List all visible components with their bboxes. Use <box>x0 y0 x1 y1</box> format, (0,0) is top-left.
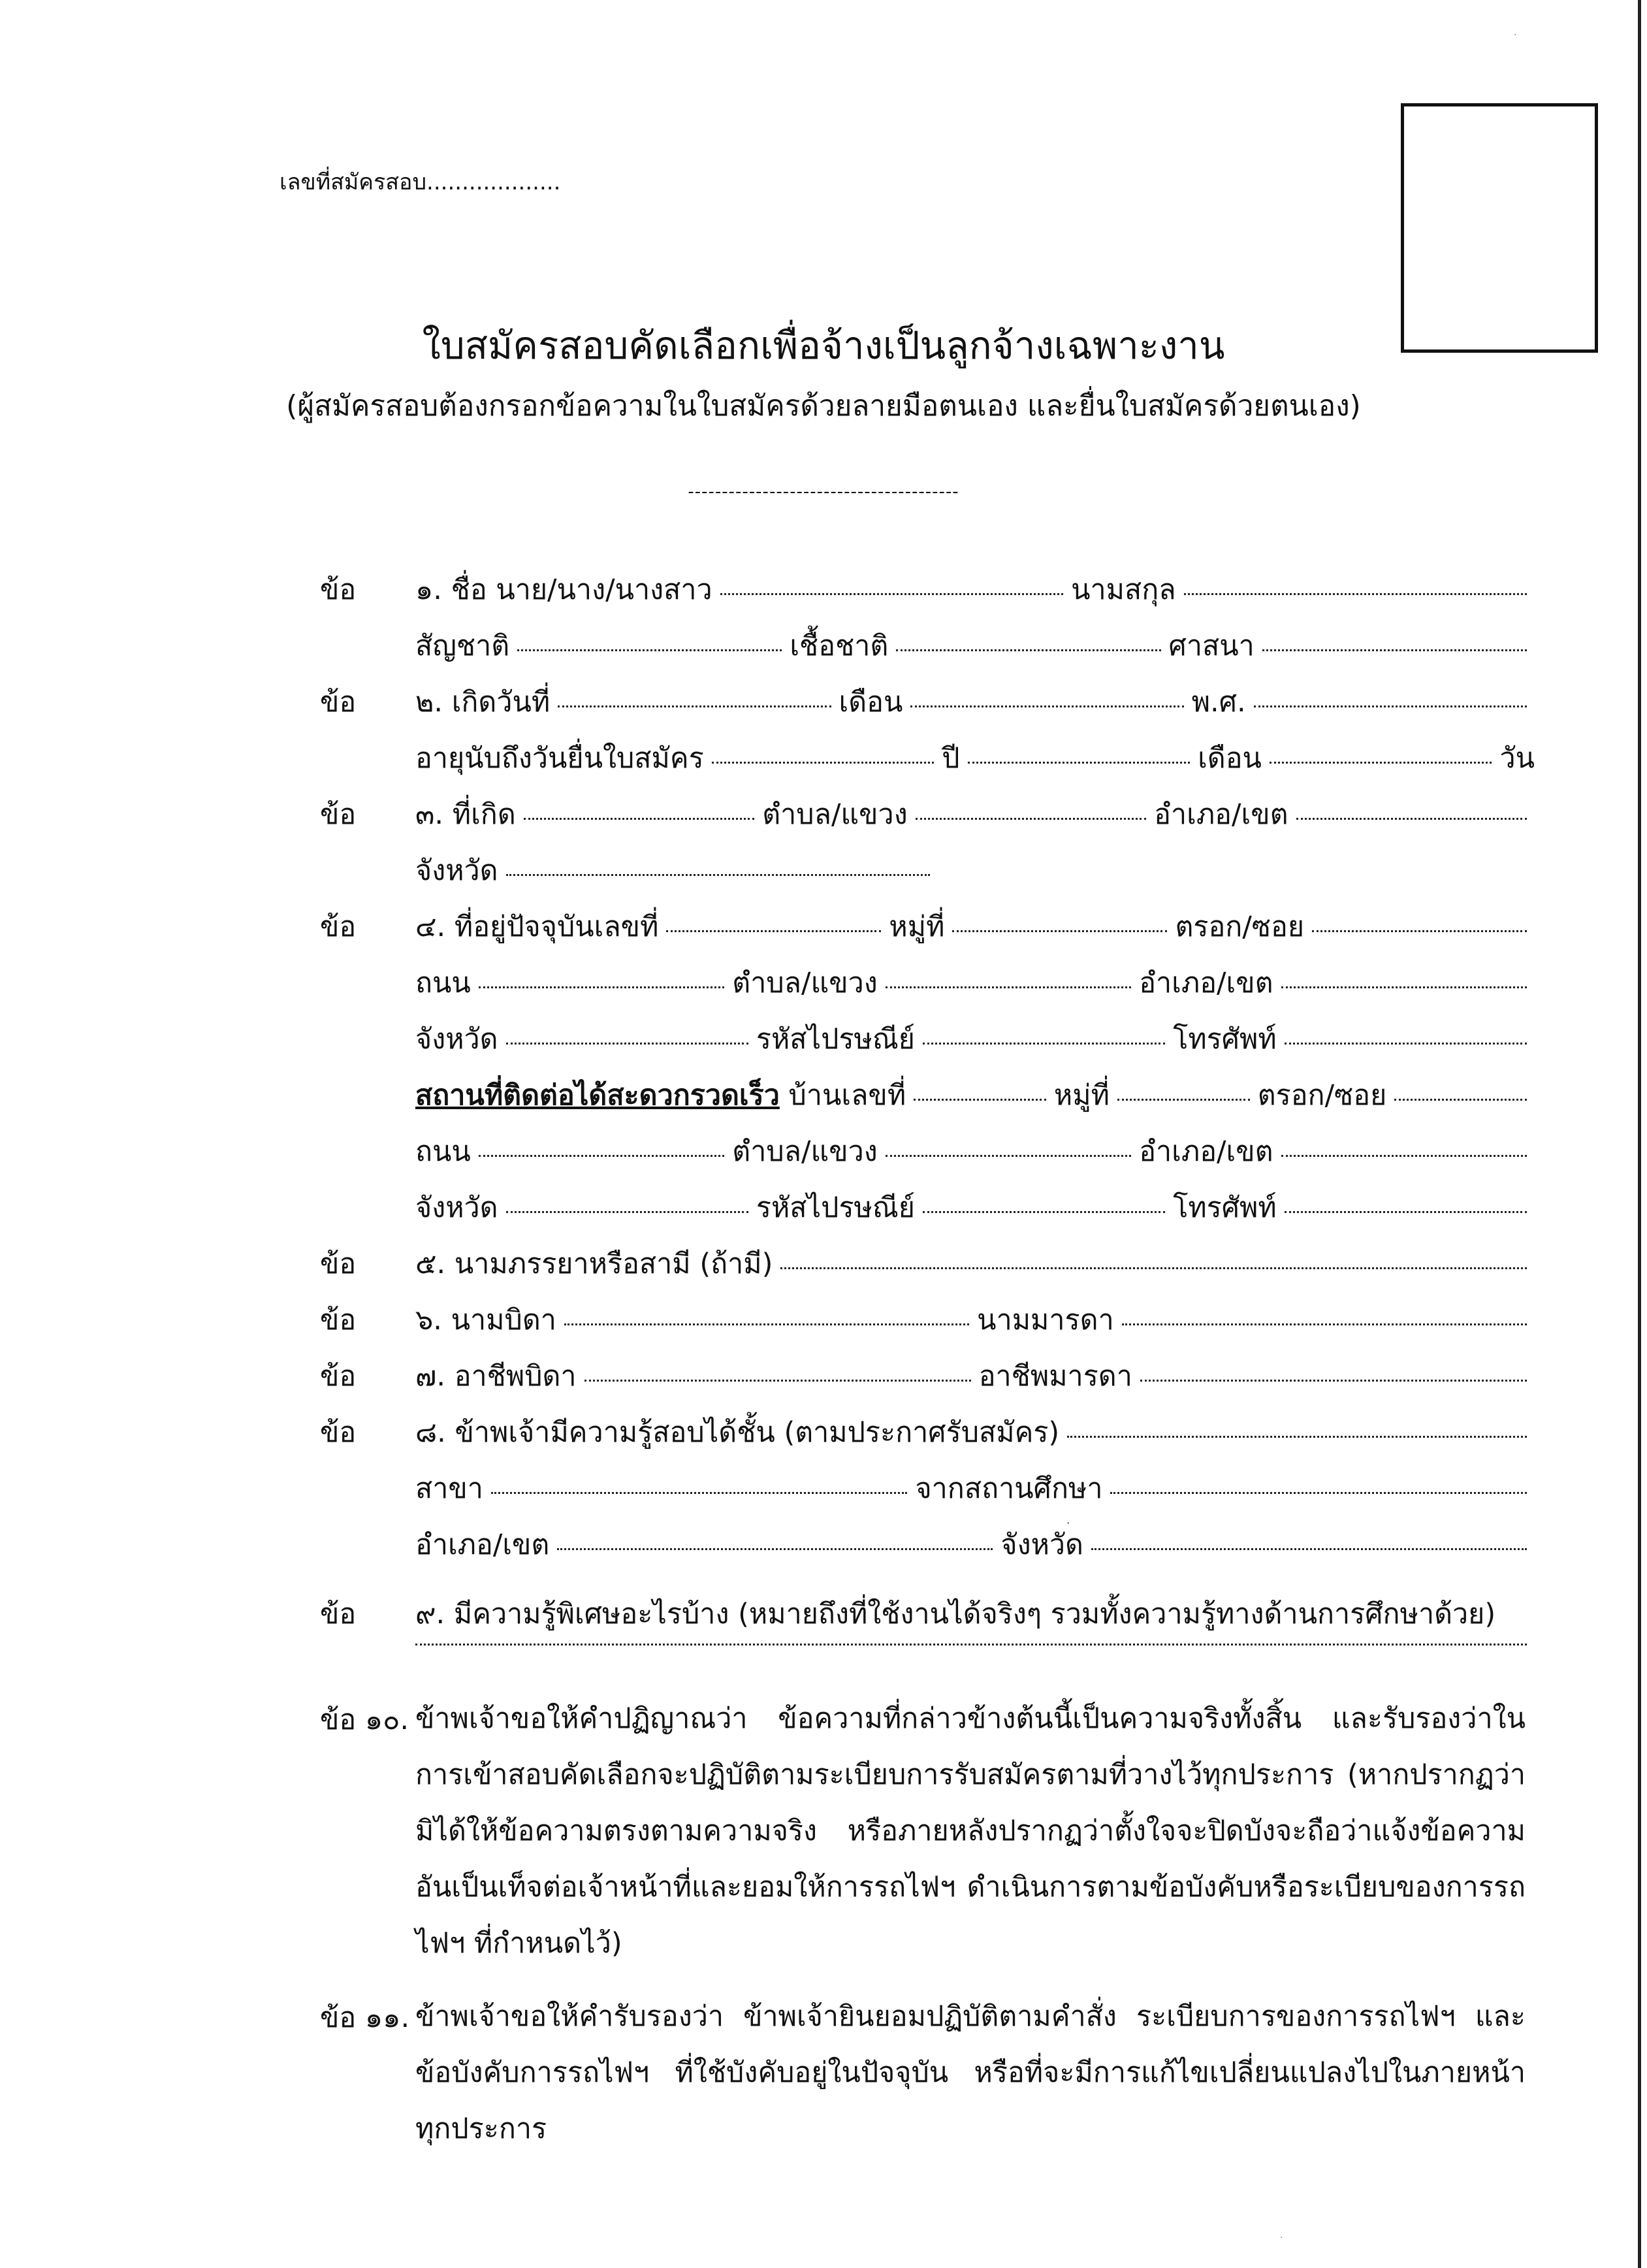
race-label: เชื้อชาติ <box>790 630 889 662</box>
alley-label: ตรอก/ซอย <box>1175 911 1305 943</box>
moo-label: หมู่ที่ <box>1053 1079 1110 1112</box>
item1-row1 <box>320 567 1535 604</box>
name-label: ชื่อ นาย/นาง/นางสาว <box>451 574 712 606</box>
father-job-field[interactable] <box>584 1380 971 1382</box>
item-prefix: ข้อ <box>320 1360 357 1393</box>
nationality-field[interactable] <box>517 649 782 651</box>
address-label: ที่อยู่ปัจจุบันเลขที่ <box>454 911 659 943</box>
subdistrict-field[interactable] <box>886 986 1131 988</box>
item-prefix: ข้อ <box>320 1248 357 1280</box>
item10-number: ข้อ ๑๐. <box>320 1704 409 1736</box>
item8-row1 <box>320 1410 1535 1449</box>
road-label: ถนน <box>415 1135 471 1168</box>
scan-speck: · <box>1280 2233 1283 2243</box>
province-field[interactable] <box>506 1043 748 1045</box>
postcode-field[interactable] <box>923 1043 1165 1045</box>
form-title: ใบสมัครสอบคัดเลือกเพื่อจ้างเป็นลูกจ้างเฉพาะงาน <box>422 323 1225 368</box>
phone-field[interactable] <box>1285 1211 1527 1213</box>
district-label: อำเภอ/เขต <box>1139 1135 1273 1168</box>
birth-day-field[interactable] <box>558 705 831 707</box>
scan-speck: · <box>1066 1514 1071 1532</box>
item-number: ๕. <box>415 1248 446 1280</box>
postcode-field[interactable] <box>923 1211 1165 1213</box>
item4-row5 <box>415 1129 1535 1168</box>
education-label: ข้าพเจ้ามีความรู้สอบได้ชั้น (ตามประกาศรับสมัคร) <box>455 1416 1060 1449</box>
age-years-field[interactable] <box>712 762 935 764</box>
special-skills-label: มีความรู้พิเศษอะไรบ้าง (หมายถึงที่ใช้งานได้จริงๆ รวมทั้งความรู้ทางด้านการศึกษาด้วย) <box>453 1598 1496 1630</box>
district-field[interactable] <box>1281 1155 1527 1157</box>
birth-year-label: พ.ศ. <box>1191 686 1246 719</box>
province-label: จังหวัด <box>415 854 498 887</box>
age-months-field[interactable] <box>968 762 1191 764</box>
spouse-label: นามภรรยาหรือสามี (ถ้ามี) <box>454 1248 773 1280</box>
item-prefix: ข้อ <box>320 911 357 943</box>
item11-number: ข้อ ๑๑. <box>320 2001 410 2034</box>
title-divider: ---------------------------------------- <box>688 482 959 502</box>
province-field[interactable] <box>506 1211 748 1213</box>
institution-field[interactable] <box>1110 1492 1527 1494</box>
name-field[interactable] <box>720 593 1063 595</box>
item-number: ๓. <box>415 798 444 831</box>
item-number: ๑. <box>415 574 442 606</box>
item-prefix: ข้อ <box>320 1416 357 1449</box>
father-label: นามบิดา <box>451 1304 556 1336</box>
item-prefix: ข้อ <box>320 1304 357 1336</box>
house-no-field[interactable] <box>914 1099 1046 1101</box>
subdistrict-label: ตำบล/แขวง <box>762 798 908 831</box>
religion-label: ศาสนา <box>1168 630 1255 662</box>
father-job-label: อาชีพบิดา <box>454 1360 577 1393</box>
house-no-label: บ้านเลขที่ <box>788 1079 906 1112</box>
birth-year-field[interactable] <box>1254 705 1527 707</box>
institution-label: จากสถานศึกษา <box>915 1472 1103 1505</box>
subdistrict-field[interactable] <box>886 1155 1131 1157</box>
father-field[interactable] <box>564 1323 969 1325</box>
district-label: อำเภอ/เขต <box>1154 798 1288 831</box>
alley-label: ตรอก/ซอย <box>1257 1079 1387 1112</box>
form-subtitle: (ผู้สมัครสอบต้องกรอกข้อความในใบสมัครด้วยลายมือตนเอง และยื่นใบสมัครด้วยตนเอง) <box>286 389 1361 423</box>
birth-month-field[interactable] <box>910 705 1183 707</box>
item7-row <box>320 1353 1535 1393</box>
phone-label: โทรศัพท์ <box>1173 1023 1277 1056</box>
item9-row1 <box>320 1591 1535 1628</box>
postcode-label: รหัสไปรษณีย์ <box>756 1023 915 1056</box>
item-number: ๘. <box>415 1416 446 1449</box>
mother-job-field[interactable] <box>1140 1380 1527 1382</box>
item8-row3 <box>415 1522 1535 1559</box>
address-field[interactable] <box>666 930 881 932</box>
item4-row3 <box>415 1016 1535 1056</box>
item9-row2 <box>415 1647 1535 1684</box>
subdistrict-label: ตำบล/แขวง <box>732 1135 878 1168</box>
district-field[interactable] <box>557 1548 993 1550</box>
spouse-field[interactable] <box>780 1267 1527 1269</box>
item3-row1 <box>320 792 1535 831</box>
district-field[interactable] <box>1296 818 1527 820</box>
postcode-label: รหัสไปรษณีย์ <box>756 1191 915 1224</box>
item-number: ๙. <box>415 1598 445 1630</box>
special-skills-field[interactable] <box>415 1644 1527 1645</box>
item-number: ๒. <box>415 686 443 719</box>
birthplace-field[interactable] <box>524 818 754 820</box>
phone-label: โทรศัพท์ <box>1173 1191 1277 1224</box>
item-number: ๖. <box>415 1304 442 1336</box>
mother-job-label: อาชีพมารดา <box>978 1360 1132 1393</box>
province-label: จังหวัด <box>415 1023 498 1056</box>
item-prefix: ข้อ <box>320 574 357 606</box>
item8-row2 <box>415 1466 1535 1505</box>
birth-month-label: เดือน <box>839 686 903 719</box>
phone-field[interactable] <box>1285 1043 1527 1045</box>
surname-field[interactable] <box>1184 593 1527 595</box>
road-label: ถนน <box>415 967 471 999</box>
alley-field[interactable] <box>1394 1099 1527 1101</box>
subdistrict-label: ตำบล/แขวง <box>732 967 878 999</box>
alley-field[interactable] <box>1312 930 1527 932</box>
road-field[interactable] <box>479 1155 724 1157</box>
subdistrict-field[interactable] <box>916 818 1146 820</box>
moo-label: หมู่ที่ <box>889 911 945 943</box>
birthplace-label: ที่เกิด <box>452 798 516 831</box>
major-field[interactable] <box>491 1492 908 1494</box>
province-label: จังหวัด <box>1000 1529 1083 1561</box>
province-label: จังหวัด <box>415 1191 498 1224</box>
item3-row2 <box>415 848 938 887</box>
province-field[interactable] <box>1091 1548 1527 1550</box>
district-label: อำเภอ/เขต <box>1139 967 1273 999</box>
item1-row2 <box>415 623 1535 660</box>
item-prefix: ข้อ <box>320 1598 357 1630</box>
item4-row6 <box>415 1185 1535 1222</box>
item2-row2 <box>415 736 1535 775</box>
religion-field[interactable] <box>1262 649 1527 651</box>
scan-speck: · <box>1514 30 1517 40</box>
item-prefix: ข้อ <box>320 686 357 719</box>
district-label: อำเภอ/เขต <box>415 1529 550 1561</box>
major-label: สาขา <box>415 1472 483 1505</box>
mother-field[interactable] <box>1122 1323 1527 1325</box>
item11-certification-text: ข้าพเจ้าขอให้คำรับรองว่า ข้าพเจ้ายินยอมปฏิบัติตามคำสั่ง ระเบียบการของการรถไฟฯ และข้อบังคับการรถไฟฯ ที่ใช้บังคับอยู่ในปัจจุบัน หรือที่จะมีการแก้ไขเปลี่ยนแปลงไปในภายหน้าทุกประการ <box>415 2000 1526 2145</box>
years-label: ปี <box>942 742 960 775</box>
photo-box <box>1401 103 1598 353</box>
contact-heading: สถานที่ติดต่อได้สะดวกรวดเร็ว <box>415 1079 780 1112</box>
birth-day-label: เกิดวันที่ <box>451 686 551 719</box>
moo-field[interactable] <box>952 930 1167 932</box>
months-label: เดือน <box>1198 742 1262 775</box>
education-field[interactable] <box>1067 1436 1527 1438</box>
mother-label: นามมารดา <box>977 1304 1114 1336</box>
road-field[interactable] <box>479 986 724 988</box>
item4-row4 <box>415 1073 1535 1112</box>
moo-field[interactable] <box>1117 1099 1250 1101</box>
item10-declaration-text: ข้าพเจ้าขอให้คำปฏิญาณว่า ข้อความที่กล่าวข้างต้นนี้เป็นความจริงทั้งสิ้น และรับรองว่าในการเข้าสอบคัดเลือกจะปฏิบัติตามระเบียบการรับสมัครตามที่วางไว้ทุกประการ (หากปรากฏว่ามิได้ให้ข้อความตรงตามความจริง หรือภายหลังปรากฏว่าตั้งใจจะปิดบังจะถือว่าแจ้งข้อความอันเป็นเท็จต่อเจ้าหน้าที่และยอมให้การรถไฟฯ ดำเนินการตามข้อบังคับหรือระเบียบของการรถไฟฯ ที่กำหนดไว้) <box>415 1702 1526 1960</box>
item-number: ๗. <box>415 1360 446 1393</box>
province-field[interactable] <box>506 874 930 876</box>
item-prefix: ข้อ <box>320 798 357 831</box>
nationality-label: สัญชาติ <box>415 630 510 662</box>
item2-row1 <box>320 679 1535 719</box>
age-label: อายุนับถึงวันยื่นใบสมัคร <box>415 742 704 775</box>
item4-row1 <box>320 904 1535 941</box>
item6-row <box>320 1297 1535 1334</box>
days-label: วัน <box>1499 742 1535 775</box>
item4-row2 <box>415 960 1535 997</box>
surname-label: นามสกุล <box>1071 574 1176 606</box>
age-days-field[interactable] <box>1270 762 1492 764</box>
application-number: เลขที่สมัครสอบ................... <box>280 169 561 195</box>
race-field[interactable] <box>896 649 1160 651</box>
district-field[interactable] <box>1281 986 1527 988</box>
item5-row <box>320 1241 1535 1278</box>
item-number: ๔. <box>415 911 446 943</box>
